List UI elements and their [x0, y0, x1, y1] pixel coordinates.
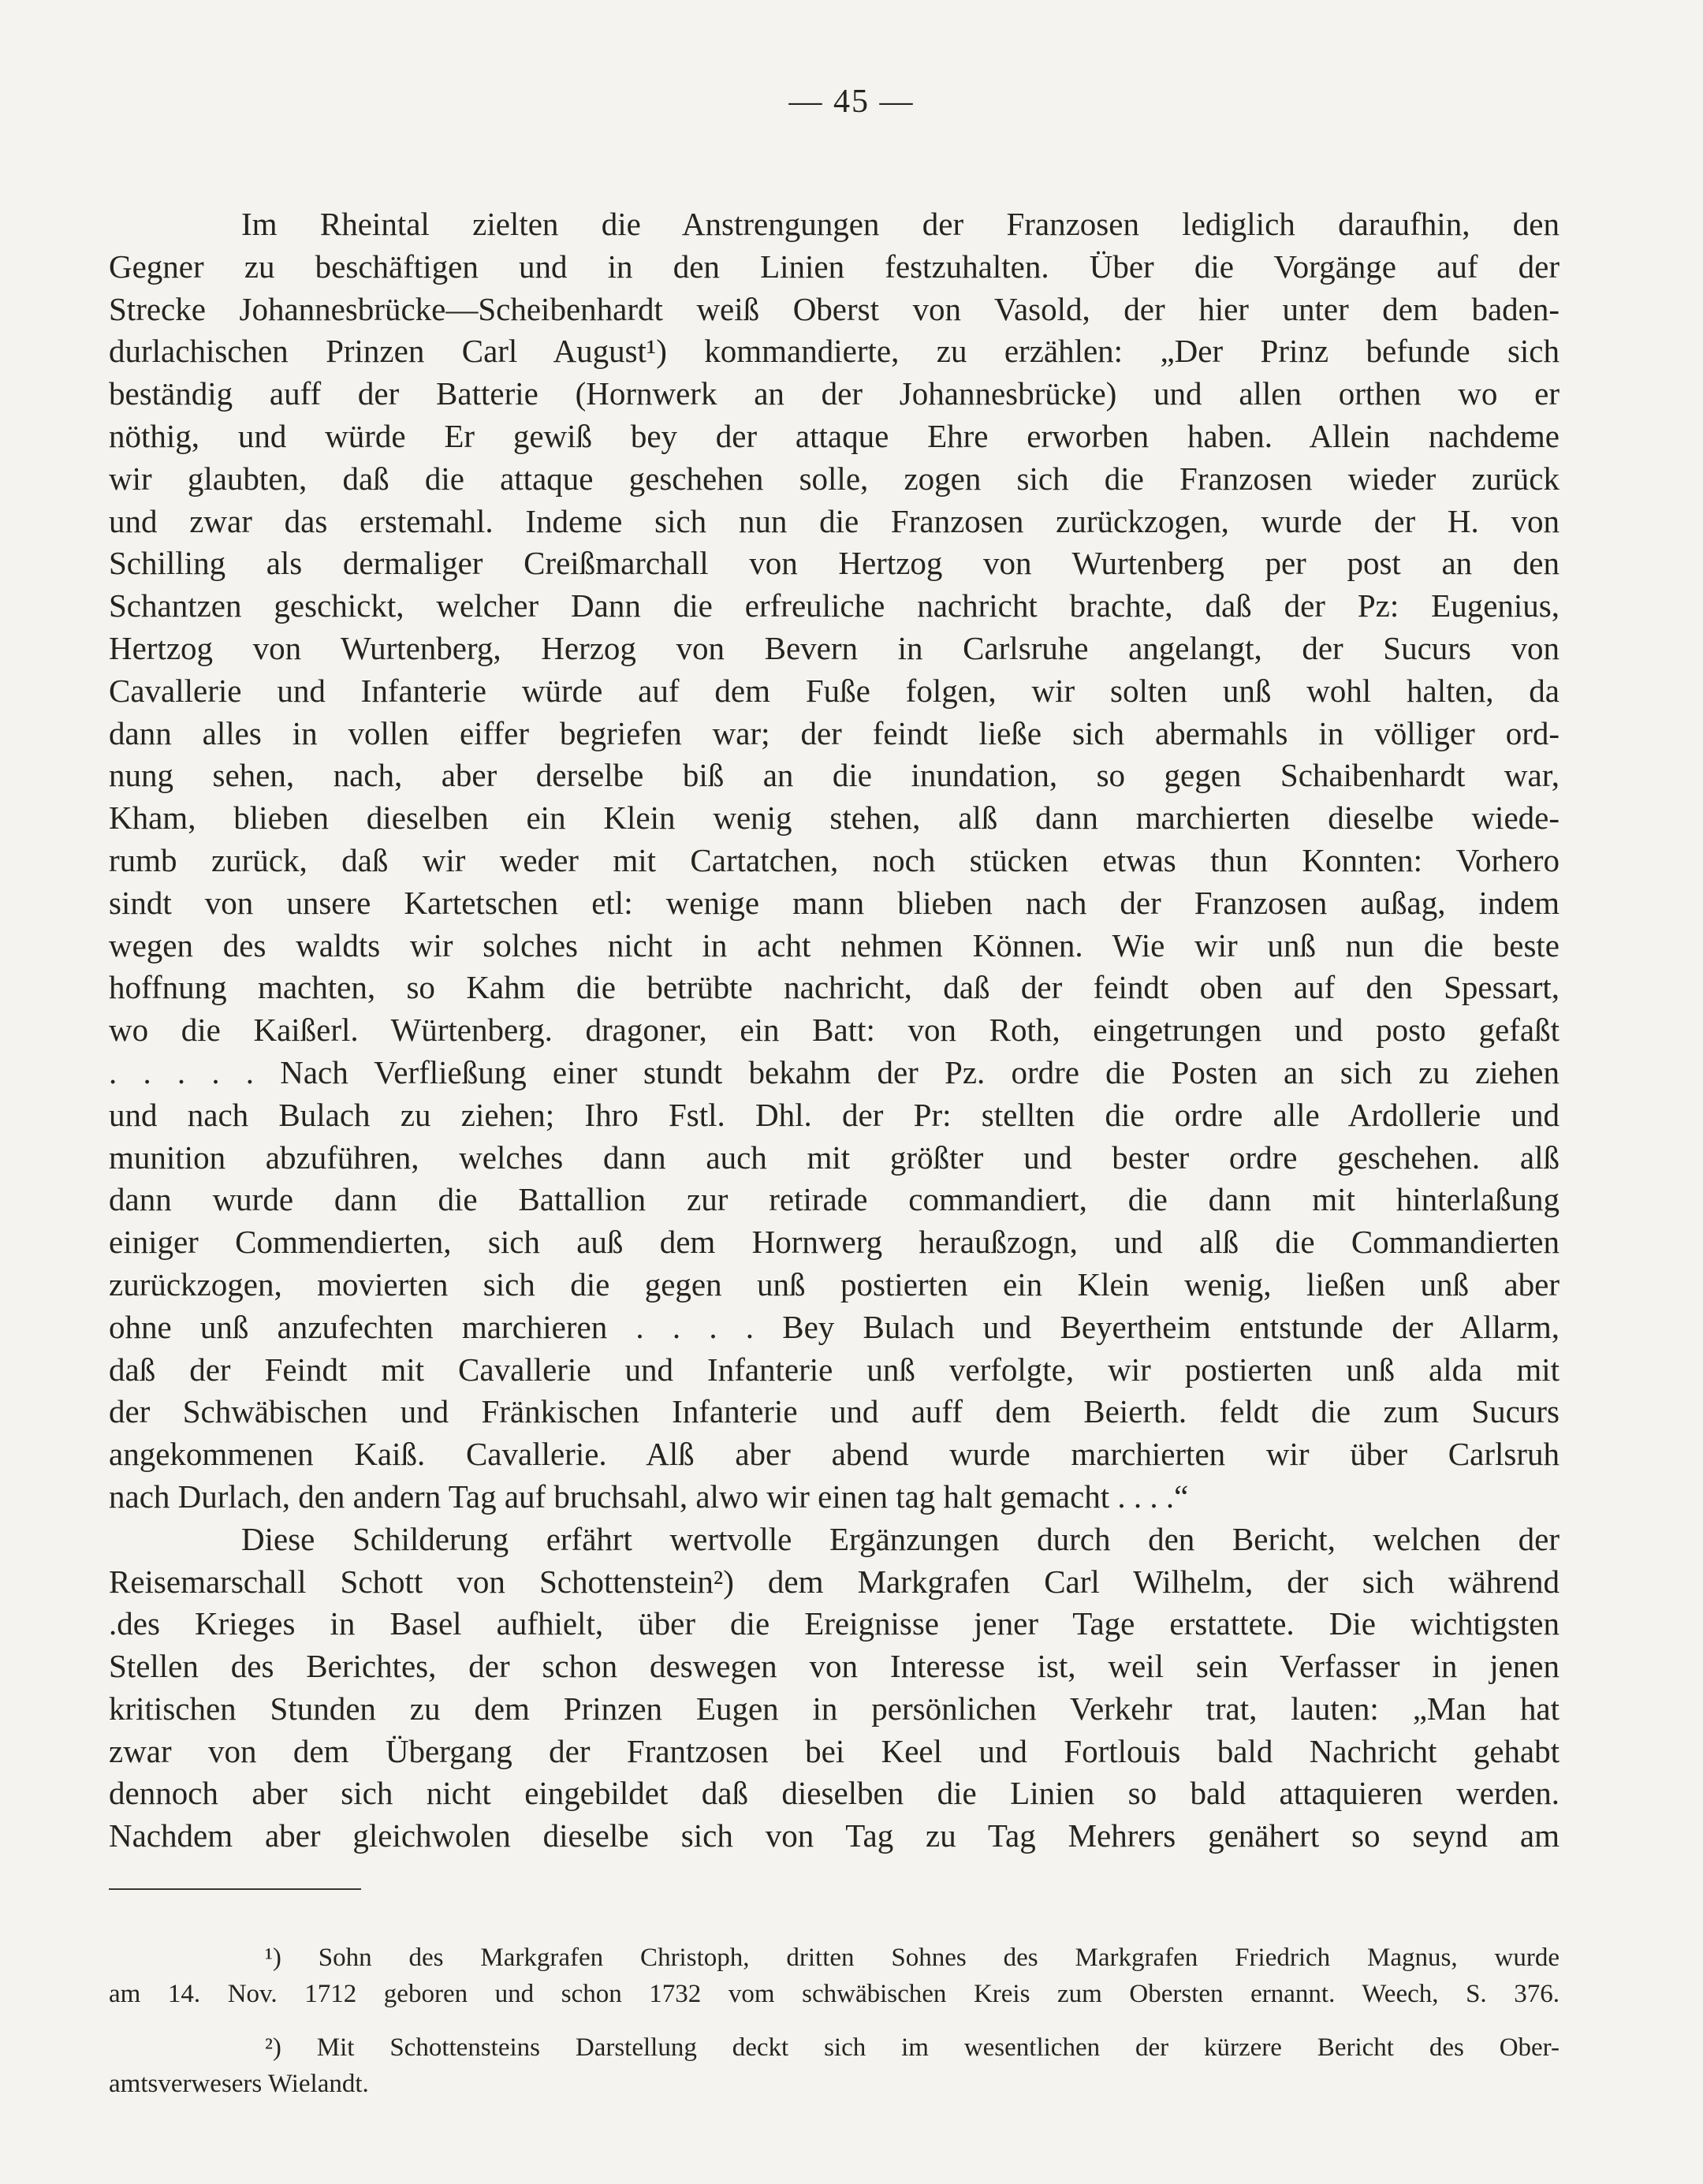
text-line: nöthig, und würde Er gewiß bey der attaque Ehre erworben haben. Allein nachdeme: [109, 417, 1560, 454]
text-line: Gegner zu beschäftigen und in den Linien festzuhalten. Über die Vorgänge auf der: [109, 248, 1560, 285]
footnote-line: ²) Mit Schottensteins Darstellung deckt sich im wesentlichen der kürzere Bericht des Ober-: [265, 2033, 1560, 2062]
footnotes: [109, 1940, 1560, 2102]
text-line: Hertzog von Wurtenberg, Herzog von Bevern in Carlsruhe angelangt, der Sucurs von: [109, 629, 1560, 666]
text-line: wir glaubten, daß die attaque geschehen solle, zogen sich die Franzosen wieder zurück: [109, 460, 1560, 497]
text-line: dann alles in vollen eiffer begriefen war; der feindt ließe sich abermahls in völliger ord-: [109, 714, 1560, 751]
text-line: ohne unß anzufechten marchieren . . . . Bey Bulach und Beyertheim entstunde der Allarm,: [109, 1308, 1560, 1345]
text-line: angekommenen Kaiß. Cavallerie. Alß aber abend wurde marchierten wir über Carlsruh: [109, 1436, 1560, 1473]
text-line: kritischen Stunden zu dem Prinzen Eugen in persönlichen Verkehr trat, lauten: „Man hat: [109, 1690, 1560, 1727]
text-line: Nachdem aber gleichwolen dieselbe sich von Tag zu Tag Mehrers genähert so seynd am: [109, 1817, 1560, 1854]
text-line: Reisemarschall Schott von Schottenstein²) dem Markgrafen Carl Wilhelm, der sich während: [109, 1563, 1560, 1600]
footnote-line: amtsverwesers Wielandt.: [109, 2070, 369, 2098]
body-text: [109, 203, 1560, 1858]
text-line: zurückzogen, movierten sich die gegen unß postierten ein Klein wenig, ließen unß aber: [109, 1265, 1560, 1303]
text-line: dennoch aber sich nicht eingebildet daß dieselben die Linien so bald attaquieren werden.: [109, 1775, 1560, 1812]
text-line: Cavallerie und Infanterie würde auf dem Fuße folgen, wir solten unß wohl halten, da: [109, 672, 1560, 709]
text-line: hoffnung machten, so Kahm die betrübte nachricht, daß der feindt oben auf den Spessart,: [109, 969, 1560, 1006]
text-line: Kham, blieben dieselben ein Klein wenig stehen, alß dann marchierten dieselbe wiede-: [109, 799, 1560, 837]
text-line: Strecke Johannesbrücke—Scheibenhardt weiß Oberst von Vasold, der hier unter dem baden-: [109, 290, 1560, 327]
text-line: wo die Kaißerl. Würtenberg. dragoner, ein Batt: von Roth, eingetrungen und posto gefaßt: [109, 1012, 1560, 1049]
text-line: wegen des waldts wir solches nicht in acht nehmen Können. Wie wir unß nun die beste: [109, 926, 1560, 963]
text-line: durlachischen Prinzen Carl August¹) kommandierte, zu erzählen: „Der Prinz befunde sich: [109, 333, 1560, 370]
text-line: Schilling als dermaliger Creißmarchall von Hertzog von Wurtenberg per post an den: [109, 545, 1560, 582]
text-line: Diese Schilderung erfährt wertvolle Ergänzungen durch den Bericht, welchen der: [241, 1520, 1560, 1557]
text-line: . . . . . Nach Verfließung einer stundt bekahm der Pz. ordre die Posten an sich zu ziehen: [109, 1053, 1560, 1090]
text-line: munition abzuführen, welches dann auch mit größter und bester ordre geschehen. alß: [109, 1139, 1560, 1176]
text-line: Stellen des Berichtes, der schon deswegen von Interesse ist, weil sein Verfasser in jenen: [109, 1648, 1560, 1685]
text-line: nung sehen, nach, aber derselbe biß an die inundation, so gegen Schaibenhardt war,: [109, 757, 1560, 794]
text-line: Im Rheintal zielten die Anstrengungen der Franzosen lediglich daraufhin, den: [241, 206, 1560, 242]
text-line: daß der Feindt mit Cavallerie und Infanterie unß verfolgte, wir postierten unß alda mit: [109, 1351, 1560, 1388]
footnote-gap: [109, 2012, 1560, 2029]
text-line: und zwar das erstemahl. Indeme sich nun die Franzosen zurückzogen, wurde der H. von: [109, 502, 1560, 539]
text-line: nach Durlach, den andern Tag auf bruchsahl, alwo wir einen tag halt gemacht . . . .“: [109, 1478, 1189, 1515]
text-line: Schantzen geschickt, welcher Dann die erfreuliche nachricht brachte, daß der Pz: Eugenius,: [109, 587, 1560, 624]
text-line: beständig auff der Batterie (Hornwerk an der Johannesbrücke) und allen orthen wo er: [109, 375, 1560, 412]
footnote-line: am 14. Nov. 1712 geboren und schon 1732 vom schwäbischen Kreis zum Obersten ernannt. Weech, S. 376.: [109, 1980, 1560, 2008]
page-number: — 45 —: [788, 84, 915, 120]
text-line: und nach Bulach zu ziehen; Ihro Fstl. Dhl. der Pr: stellten die ordre alle Ardollerie und: [109, 1096, 1560, 1133]
footnote-divider: [109, 1888, 361, 1890]
text-line: dann wurde dann die Battallion zur retirade commandiert, die dann mit hinterlaßung: [109, 1181, 1560, 1218]
text-line: der Schwäbischen und Fränkischen Infanterie und auff dem Beierth. feldt die zum Sucurs: [109, 1393, 1560, 1430]
text-line: .des Krieges in Basel aufhielt, über die Ereignisse jener Tage erstattete. Die wichtigsten: [109, 1605, 1560, 1642]
text-line: sindt von unsere Kartetschen etl: wenige mann blieben nach der Franzosen außag, indem: [109, 884, 1560, 921]
text-line: zwar von dem Übergang der Frantzosen bei Keel und Fortlouis bald Nachricht gehabt: [109, 1732, 1560, 1769]
footnote-line: ¹) Sohn des Markgrafen Christoph, dritten Sohnes des Markgrafen Friedrich Magnus, wurde: [265, 1944, 1560, 1972]
text-line: rumb zurück, daß wir weder mit Cartatchen, noch stücken etwas thun Konnten: Vorhero: [109, 841, 1560, 878]
text-line: einiger Commendierten, sich auß dem Hornwerg heraußzogn, und alß die Commandierten: [109, 1224, 1560, 1261]
